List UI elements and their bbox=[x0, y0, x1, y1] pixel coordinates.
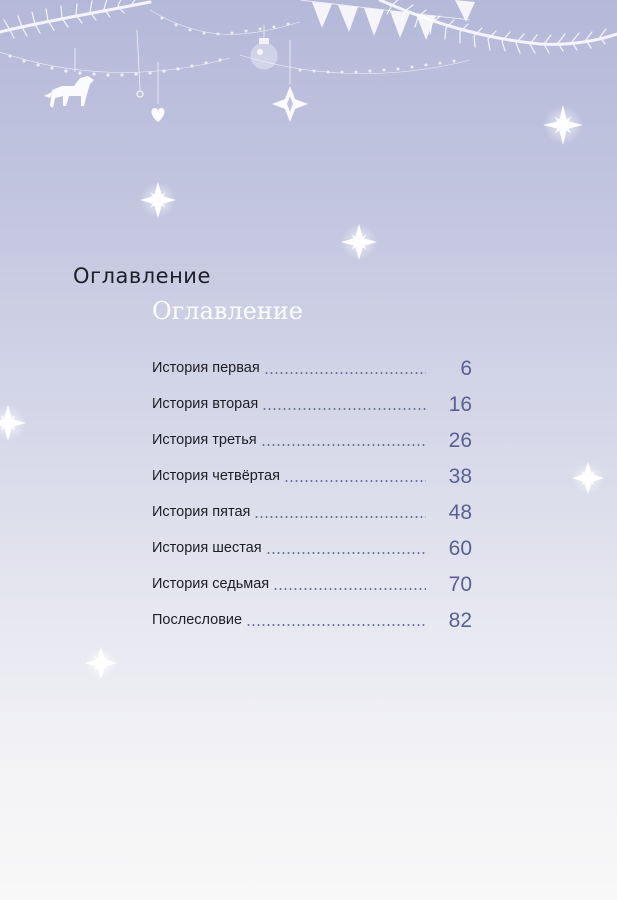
toc-entry[interactable] bbox=[152, 494, 472, 530]
toc-entry-title: История пятая bbox=[152, 504, 251, 520]
garland-icon bbox=[0, 0, 617, 53]
toc-entry-page: 16 bbox=[448, 393, 472, 416]
toc-entry-page: 60 bbox=[448, 537, 472, 560]
horse-ornament-icon bbox=[44, 76, 94, 108]
toc-entry-title: История четвёртая bbox=[152, 468, 280, 484]
pennant-flags-icon bbox=[300, 0, 475, 40]
ornament-threads bbox=[75, 25, 290, 104]
toc-entry[interactable] bbox=[152, 350, 472, 386]
toc-entry-title: История третья bbox=[152, 432, 257, 448]
dot-leader bbox=[261, 444, 426, 446]
toc-entry-title: История вторая bbox=[152, 396, 259, 412]
toc-entry-page: 38 bbox=[448, 465, 472, 488]
toc-heading: Оглавление bbox=[73, 264, 211, 288]
toc-entry[interactable] bbox=[152, 566, 472, 602]
toc-entry-title: История шестая bbox=[152, 540, 262, 556]
toc-entry-page: 26 bbox=[448, 429, 472, 452]
dot-leader bbox=[246, 624, 426, 626]
bead-drop-ornament bbox=[137, 91, 143, 97]
toc-entry[interactable] bbox=[152, 602, 472, 638]
dot-leader bbox=[262, 408, 426, 410]
dot-leader bbox=[264, 372, 426, 374]
toc-entry-title: История седьмая bbox=[152, 576, 270, 592]
heart-ornament-icon bbox=[152, 108, 165, 122]
toc-entry-page: 70 bbox=[448, 573, 472, 596]
toc-entry-page: 82 bbox=[448, 609, 472, 632]
toc-entry[interactable] bbox=[152, 386, 472, 422]
toc-entry[interactable] bbox=[152, 458, 472, 494]
table-of-contents bbox=[152, 350, 472, 638]
dot-leader bbox=[254, 516, 426, 518]
toc-entry-page: 48 bbox=[448, 501, 472, 524]
toc-entry-page: 6 bbox=[460, 357, 472, 380]
toc-entry-title: История первая bbox=[152, 360, 260, 376]
toc-entry-title: Послесловие bbox=[152, 612, 243, 628]
bauble-ornament-icon bbox=[251, 38, 277, 69]
star-ornament-icon bbox=[272, 86, 308, 122]
toc-subheading: Оглавление bbox=[152, 297, 303, 325]
toc-entry[interactable] bbox=[152, 530, 472, 566]
bead-strings bbox=[0, 10, 470, 77]
dot-leader bbox=[266, 552, 426, 554]
dot-leader bbox=[284, 480, 426, 482]
toc-entry[interactable] bbox=[152, 422, 472, 458]
dot-leader bbox=[273, 588, 426, 590]
